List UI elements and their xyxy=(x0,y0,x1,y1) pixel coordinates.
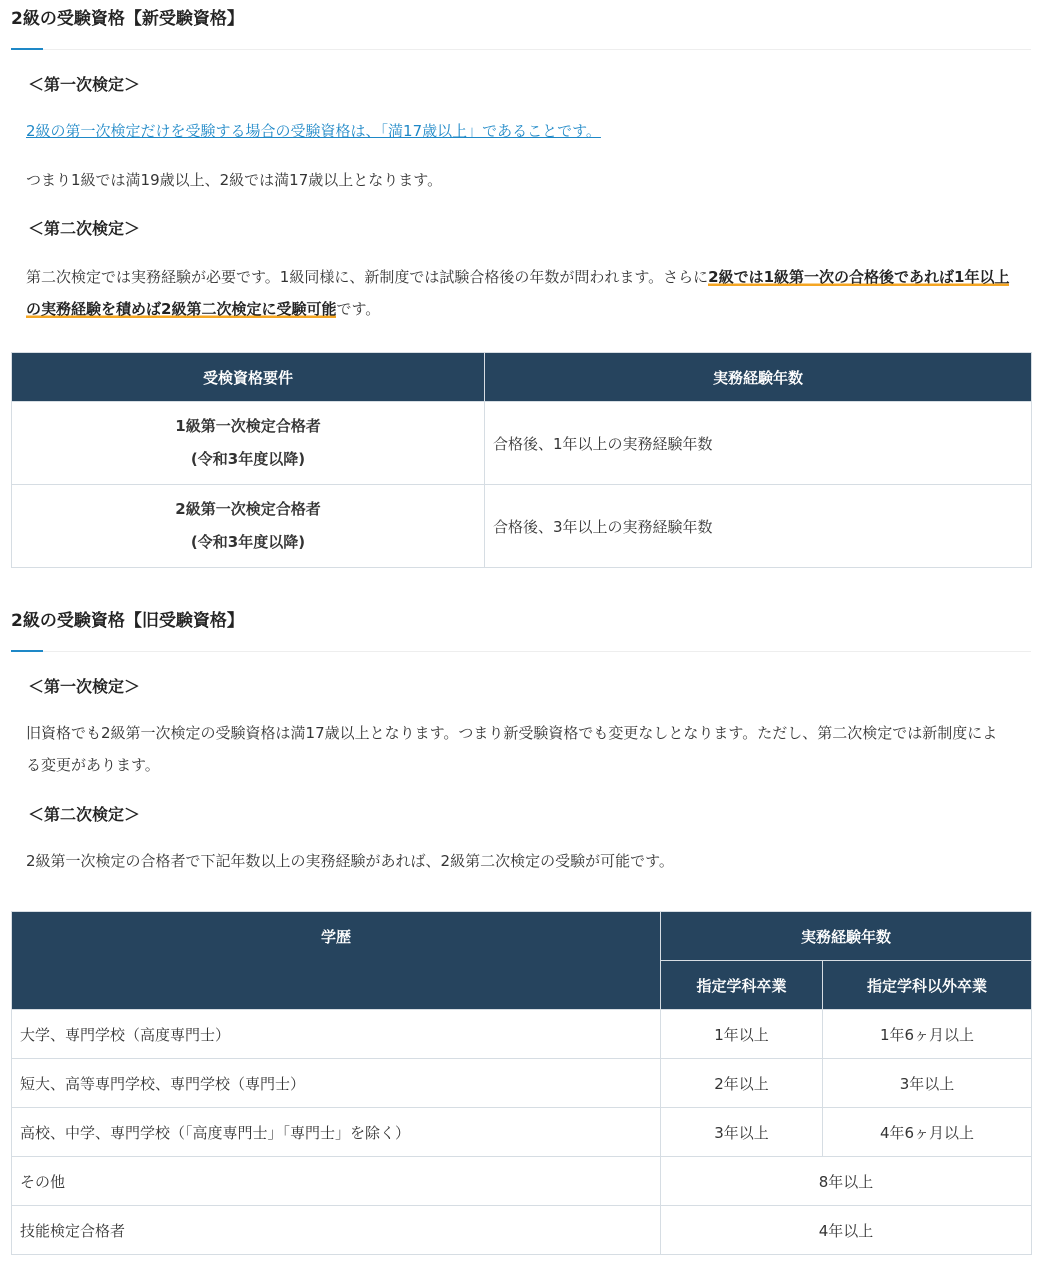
header-requirement: 受検資格要件 xyxy=(12,353,485,402)
header-designated-major: 指定学科卒業 xyxy=(661,961,823,1010)
second-exam-text-after: です。 xyxy=(336,300,381,318)
heading-accent-line xyxy=(11,48,43,50)
other-years-cell: 3年以上 xyxy=(823,1059,1032,1108)
table-row xyxy=(12,1157,1032,1206)
education-cell: 高校、中学、専門学校（「高度専門士」「専門士」を除く） xyxy=(12,1108,661,1157)
second-exam-highlight: 2級では1級第一次の合格後であれば1年以上の実務経験を積めば2級第二次検定に受験可能 xyxy=(26,268,1010,318)
requirement-line2: (令和3年度以降) xyxy=(190,450,306,468)
old-qualification-table xyxy=(11,911,1032,1255)
first-exam-note: つまり1級では満19歳以上、2級では満17歳以上となります。 xyxy=(26,171,443,189)
requirement-line1: 1級第一次検定合格者 xyxy=(175,417,321,435)
heading-accent-line xyxy=(11,650,43,652)
education-cell: 大学、専門学校（高度専門士） xyxy=(12,1010,661,1059)
designated-years-cell: 1年以上 xyxy=(661,1010,823,1059)
education-cell: 技能検定合格者 xyxy=(12,1206,661,1255)
years-cell: 4年以上 xyxy=(661,1206,1032,1255)
table-row xyxy=(12,1206,1032,1255)
table-header-row xyxy=(12,353,1032,402)
new-qualification-table xyxy=(11,352,1032,568)
table-header-row xyxy=(12,912,1032,961)
header-experience-years: 実務経験年数 xyxy=(661,912,1032,961)
second-exam-paragraph: 2級第一次検定の合格者で下記年数以上の実務経験があれば、2級第二次検定の受験が可能です。 xyxy=(26,852,674,870)
requirement-line1: 2級第一次検定合格者 xyxy=(175,500,321,518)
requirement-cell xyxy=(12,402,485,485)
education-cell: その他 xyxy=(12,1157,661,1206)
first-exam-eligibility-link[interactable]: 2級の第一次検定だけを受験する場合の受験資格は、「満17歳以上」であることです。 xyxy=(26,122,601,140)
table-row xyxy=(12,1010,1032,1059)
education-cell: 短大、高等専門学校、専門学校（専門士） xyxy=(12,1059,661,1108)
table-row xyxy=(12,402,1032,485)
first-exam-heading: ＜第一次検定＞ xyxy=(28,75,141,94)
first-exam-paragraph: 旧資格でも2級第一次検定の受験資格は満17歳以上となります。つまり新受験資格でも変更なしとなります。ただし、第二次検定では新制度による変更があります。 xyxy=(26,724,998,774)
designated-years-cell: 3年以上 xyxy=(661,1108,823,1157)
requirement-line2: (令和3年度以降) xyxy=(190,533,306,551)
first-exam-heading: ＜第一次検定＞ xyxy=(28,677,141,696)
requirement-cell xyxy=(12,485,485,568)
second-exam-heading: ＜第二次検定＞ xyxy=(28,219,141,238)
other-years-cell: 1年6ヶ月以上 xyxy=(823,1010,1032,1059)
section-title-text: 2級の受験資格【旧受験資格】 xyxy=(11,611,244,631)
header-experience-years: 実務経験年数 xyxy=(485,353,1032,402)
table-row xyxy=(12,1059,1032,1108)
table-row xyxy=(12,1108,1032,1157)
other-years-cell: 4年6ヶ月以上 xyxy=(823,1108,1032,1157)
section-title-text: 2級の受験資格【新受験資格】 xyxy=(11,9,244,29)
section-heading-old-qualification xyxy=(11,602,1031,652)
header-other-major: 指定学科以外卒業 xyxy=(823,961,1032,1010)
second-exam-paragraph xyxy=(26,261,1011,325)
second-exam-heading: ＜第二次検定＞ xyxy=(28,805,141,824)
experience-cell: 合格後、1年以上の実務経験年数 xyxy=(485,402,1032,485)
first-exam-paragraph xyxy=(26,115,1016,147)
years-cell: 8年以上 xyxy=(661,1157,1032,1206)
section-heading-new-qualification xyxy=(11,0,1031,50)
designated-years-cell: 2年以上 xyxy=(661,1059,823,1108)
header-education: 学歴 xyxy=(12,912,661,1010)
second-exam-text-before: 第二次検定では実務経験が必要です。1級同様に、新制度では試験合格後の年数が問われます。さらに xyxy=(26,268,709,286)
experience-cell: 合格後、3年以上の実務経験年数 xyxy=(485,485,1032,568)
table-row xyxy=(12,485,1032,568)
